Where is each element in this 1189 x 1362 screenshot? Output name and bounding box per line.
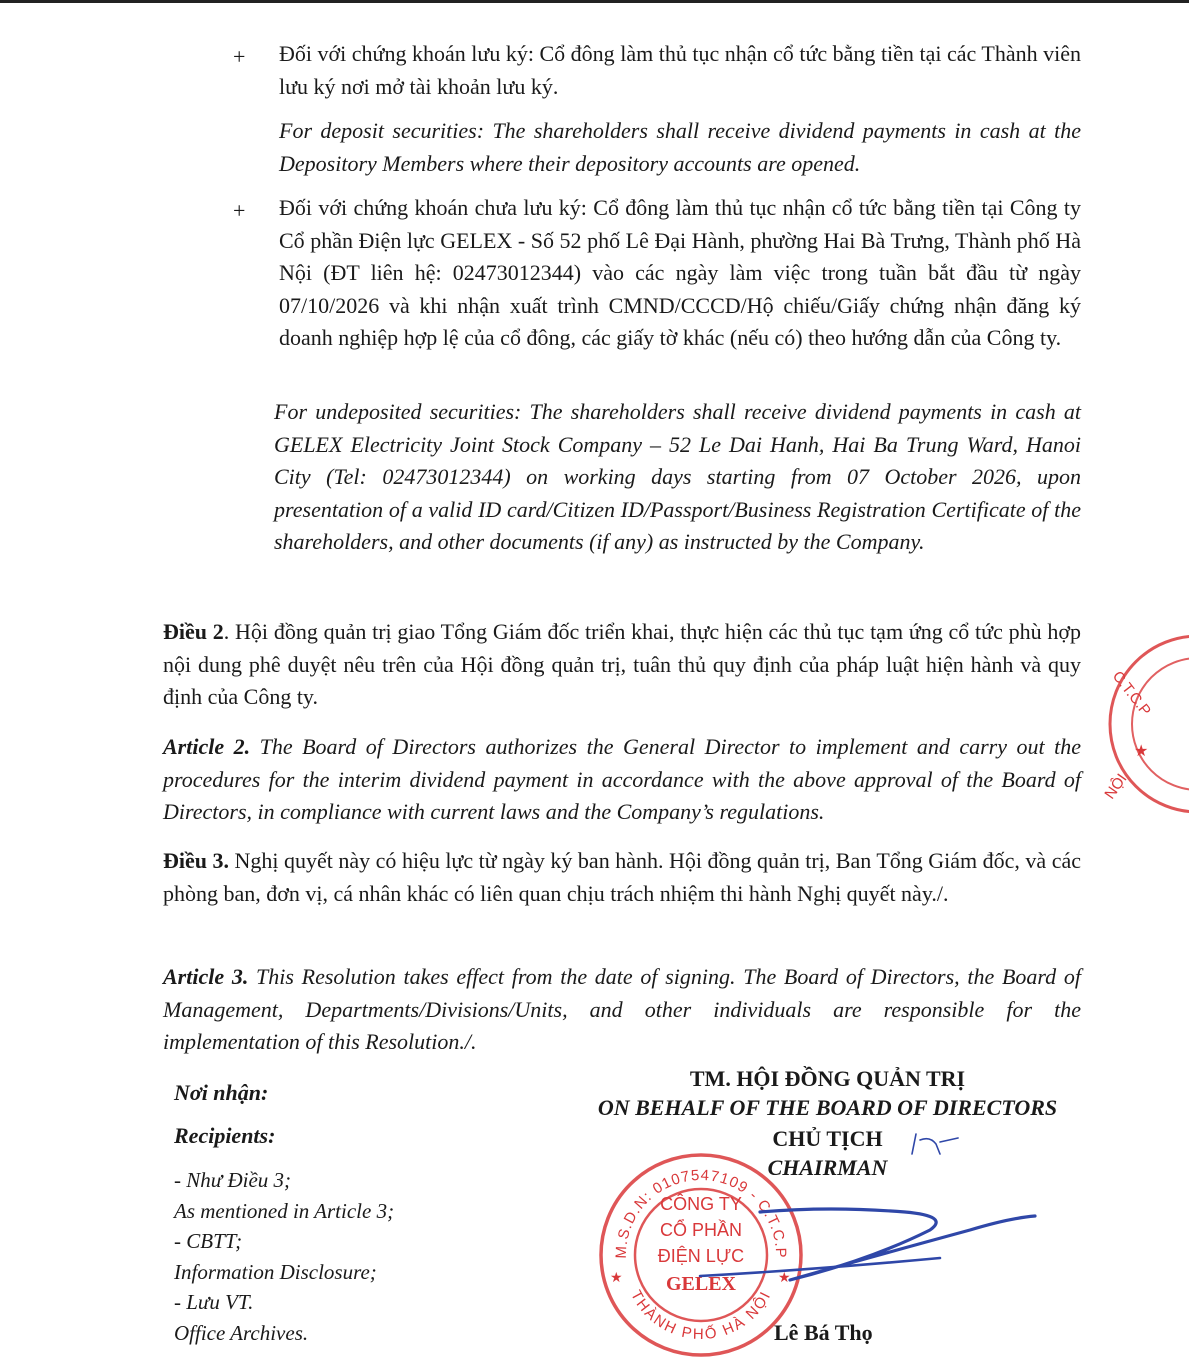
article-text: . Hội đồng quản trị giao Tổng Giám đốc triển khai, thực hiện các thủ tục tạm ứng cổ tức phù hợp nội dung phê duyệt nêu trên của Hội đồng quản trị, tuân thủ quy định của pháp luật hiện hành và quy định của Công ty. <box>163 619 1082 709</box>
signature-role-vi: CHỦ TỊCH <box>772 1126 883 1151</box>
recipients-list <box>174 1165 394 1348</box>
recipients-title-en: Recipients: <box>174 1123 276 1148</box>
svg-text:CỔ PHẦN: CỔ PHẦN <box>659 1220 743 1240</box>
signature-title-en: ON BEHALF OF THE BOARD OF DIRECTORS <box>597 1095 1058 1120</box>
article-2-en <box>163 731 1081 829</box>
article-text: This Resolution takes effect from the date of signing. The Board of Directors, the Board of Management, Departments/Divisions/Units, and other individuals are responsible for the implementation of this Resolution./. <box>163 964 1081 1054</box>
bullet-symbol: + <box>233 44 246 69</box>
recipients-title-vi: Nơi nhận: <box>174 1080 269 1105</box>
svg-text:ĐIỆN LỰC: ĐIỆN LỰC <box>657 1246 745 1266</box>
bullet-en-text: For deposit securities: The shareholders shall receive dividend payments in cash at the Depository Members where their depository accounts are opened. <box>279 118 1081 176</box>
list-item: As mentioned in Article 3; <box>174 1198 395 1223</box>
bullet-symbol: + <box>233 198 246 223</box>
svg-text:★: ★ <box>778 1269 791 1285</box>
svg-text:CÔNG TY: CÔNG TY <box>660 1194 742 1214</box>
list-item: - Lưu VT. <box>174 1290 254 1314</box>
svg-text:★: ★ <box>1134 743 1149 760</box>
side-stamp-icon <box>1098 632 1189 818</box>
svg-text:C.T.C.P: C.T.C.P <box>1108 667 1155 720</box>
article-2-vi <box>163 616 1081 714</box>
article-3-en <box>163 961 1081 1059</box>
bullet-vi-text: Đối với chứng khoán chưa lưu ký: Cổ đông làm thủ tục nhận cổ tức bằng tiền tại Công ty Cổ phần Điện lực GELEX - Số 52 phố Lê Đại Hành, phường Hai Bà Trưng, Thành phố Hà Nội (ĐT liên hệ: 02473012344) vào các ngày làm việc trong tuần bắt đầu từ ngày 07/10/2026 và khi nhận xuất trình CMND/CCCD/Hộ chiếu/Giấy chứng nhận đăng ký doanh nghiệp hợp lệ của cổ đông, các giấy tờ khác (nếu có) theo hướng dẫn của Công ty. <box>279 195 1081 350</box>
signature-role-en: CHAIRMAN <box>767 1155 888 1180</box>
article-text: Nghị quyết này có hiệu lực từ ngày ký ban hành. Hội đồng quản trị, Ban Tổng Giám đốc, và các phòng ban, đơn vị, cá nhân khác có liên quan chịu trách nhiệm thi hành Nghị quyết này./. <box>163 848 1081 906</box>
svg-text:★: ★ <box>610 1269 623 1285</box>
svg-text:NỘI: NỘI <box>1101 770 1131 803</box>
list-item: Office Archives. <box>174 1320 309 1345</box>
article-3-vi <box>163 845 1081 910</box>
signature-icon <box>640 1120 1060 1300</box>
scan-top-edge <box>0 0 1189 3</box>
list-item: - Như Điều 3; <box>174 1168 292 1192</box>
list-item: - CBTT; <box>174 1229 243 1253</box>
article-text: The Board of Directors authorizes the General Director to implement and carry out the procedures for the interim dividend payment in accordance with the above approval of the Board of Directors, in compliance with current laws and the Company’s regulations. <box>163 734 1081 824</box>
article-label: Article 3. <box>163 964 249 989</box>
list-item: Information Disclosure; <box>174 1259 377 1284</box>
bullet-en-text: For undeposited securities: The shareholders shall receive dividend payments in cash at GELEX Electricity Joint Stock Company – 52 Le Dai Hanh, Hai Ba Trung Ward, Hanoi City (Tel: 02473012344) on working days starting from 07 October 2026, upon presentation of a valid ID card/Citizen ID/Passport/Business Registration Certificate of the shareholders, and other documents (if any) as instructed by the Company. <box>274 399 1081 554</box>
svg-text:M.S.D.N: 0107547109 - C.T.C.P: M.S.D.N: 0107547109 - C.T.C.P <box>612 1166 790 1259</box>
signature-title-vi: TM. HỘI ĐỒNG QUẢN TRỊ <box>689 1066 966 1091</box>
bullet-vi-text: Đối với chứng khoán lưu ký: Cổ đông làm thủ tục nhận cổ tức bằng tiền tại các Thành viên lưu ký nơi mở tài khoản lưu ký. <box>279 41 1081 99</box>
svg-text:THÀNH PHỐ HÀ NỘI: THÀNH PHỐ HÀ NỘI <box>627 1287 775 1344</box>
article-label: Article 2. <box>163 734 251 759</box>
signer-name: Lê Bá Thọ <box>774 1320 873 1345</box>
svg-text:GELEX: GELEX <box>665 1273 737 1295</box>
article-label: Điều 2 <box>163 619 224 644</box>
article-label: Điều 3. <box>163 848 230 873</box>
